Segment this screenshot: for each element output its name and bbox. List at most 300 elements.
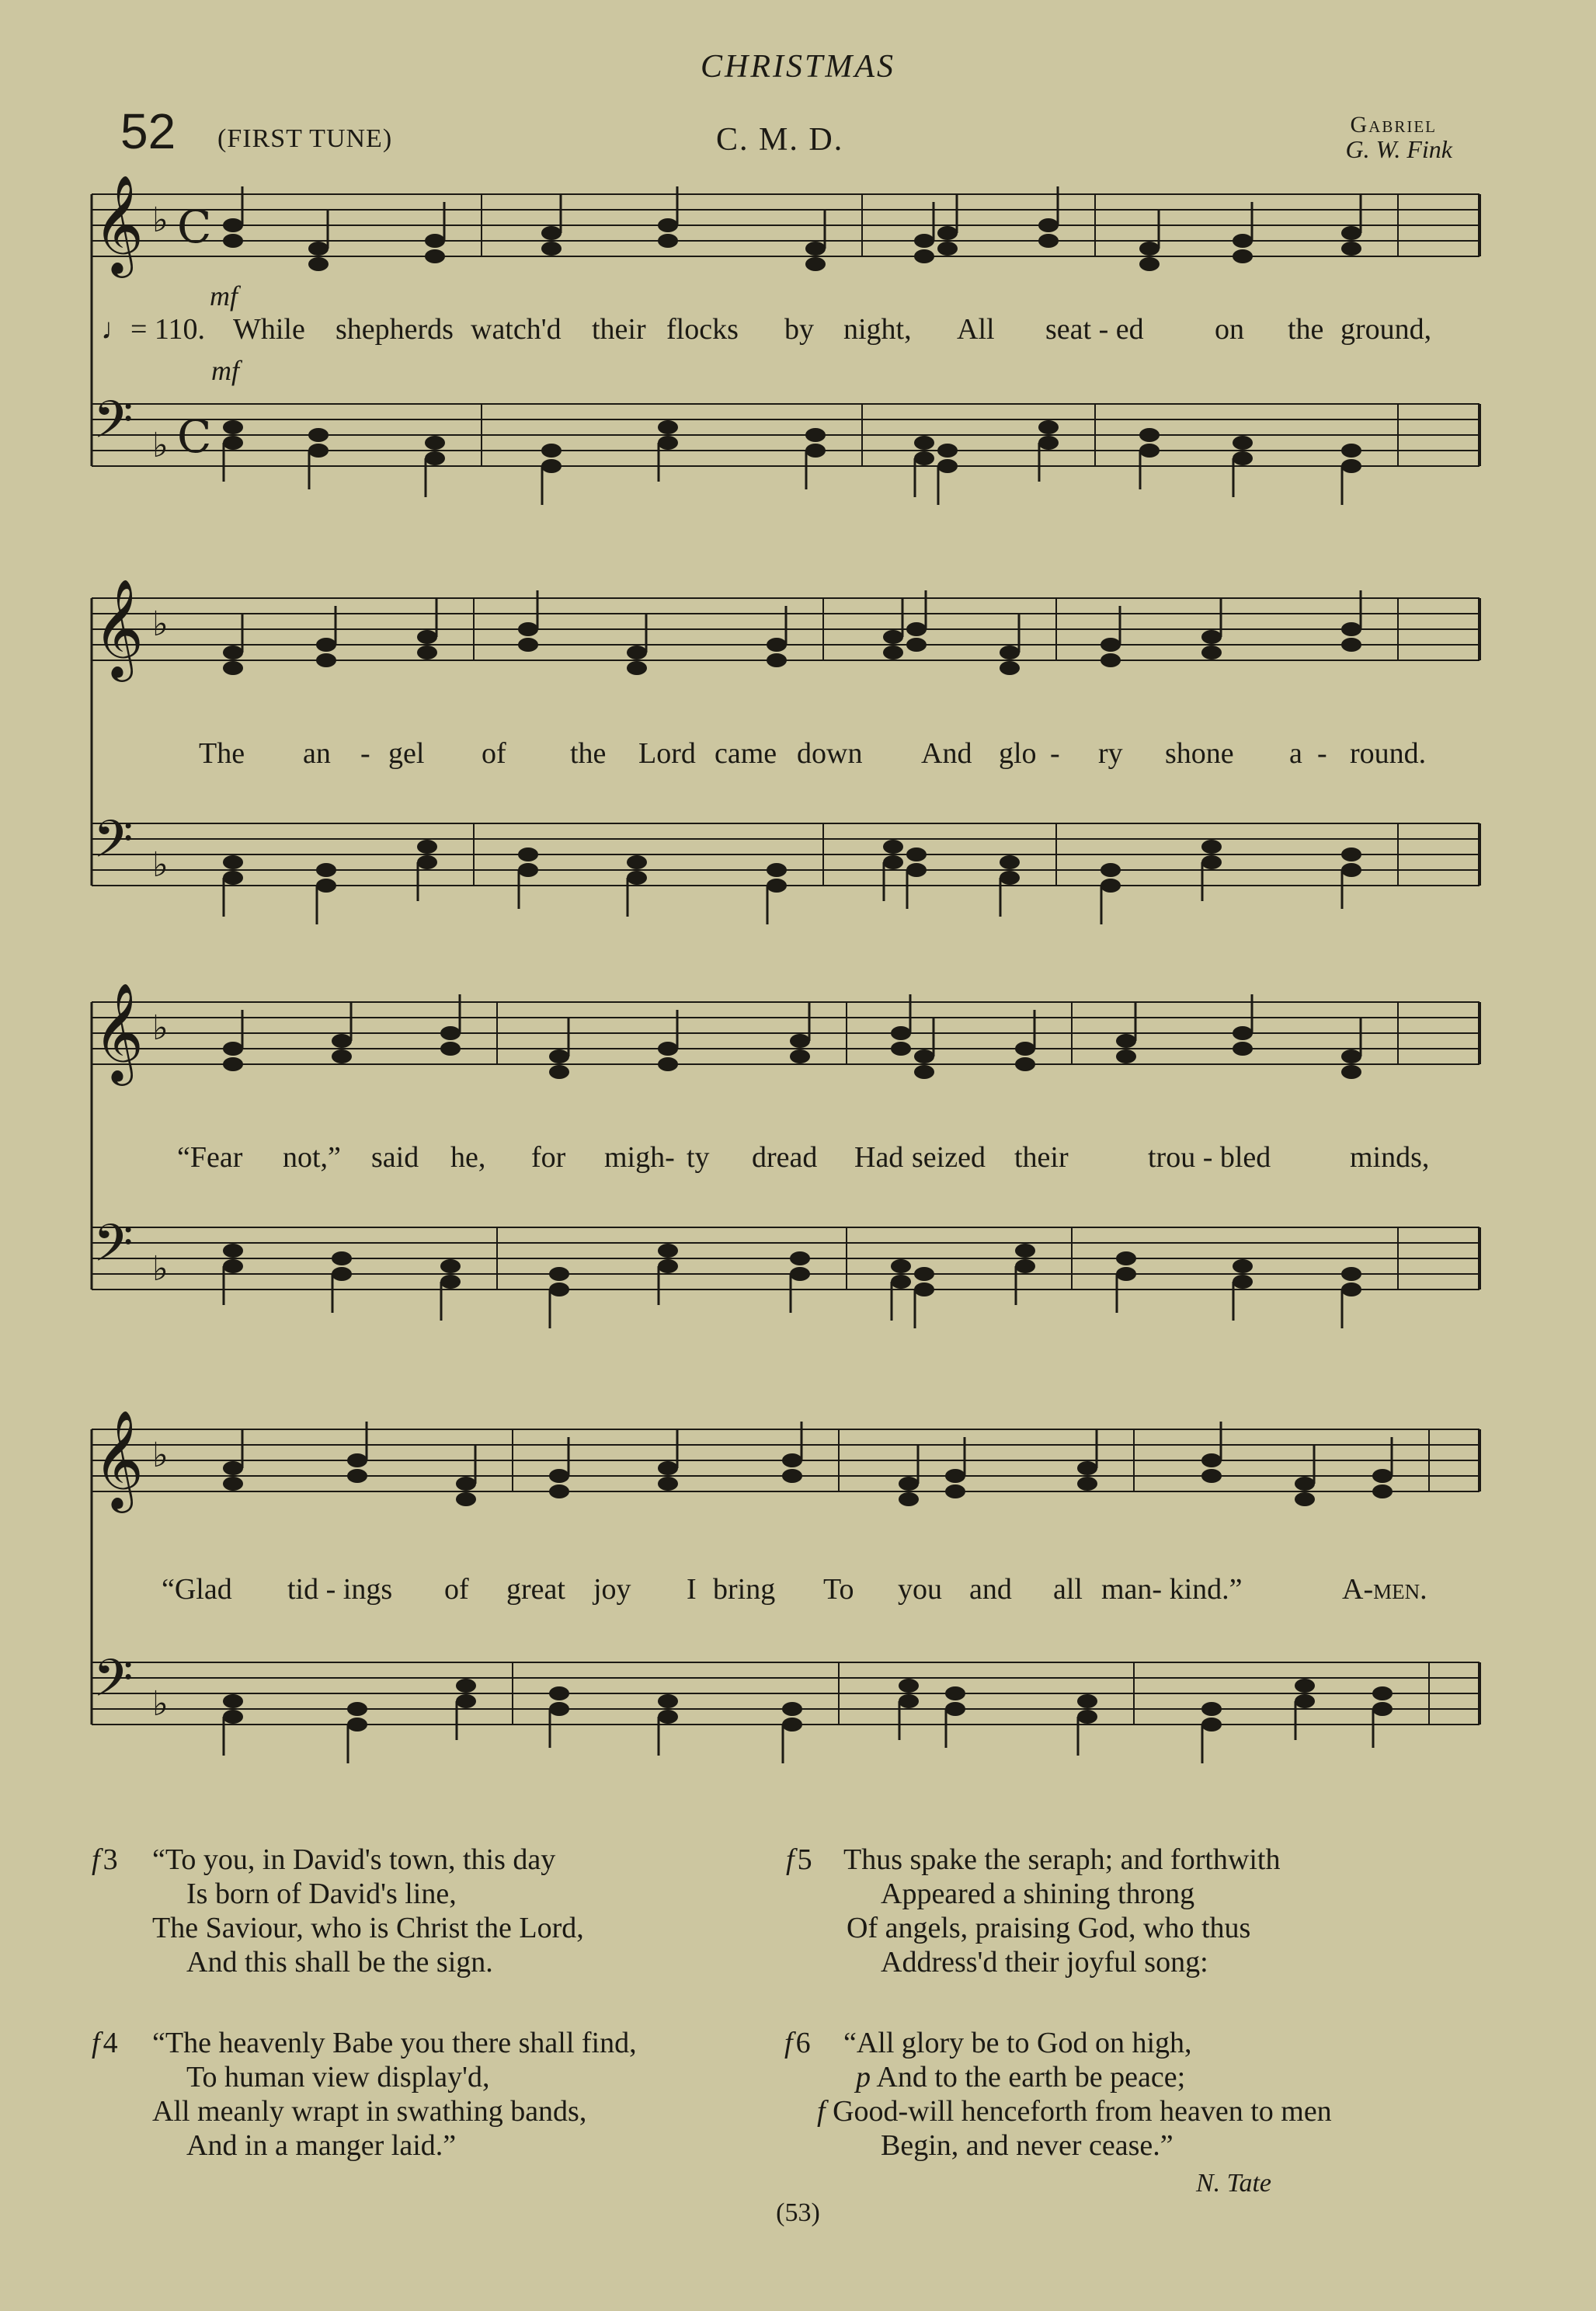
- note-head: [308, 242, 329, 256]
- note-head: [223, 1694, 243, 1708]
- verse-line: Of angels, praising God, who thus: [847, 1912, 1251, 1944]
- note-head: [914, 1267, 934, 1281]
- note-head: [658, 1694, 678, 1708]
- note-head: [906, 622, 927, 636]
- note-head: [627, 871, 647, 885]
- note-head: [541, 459, 562, 473]
- note-head: [782, 1702, 802, 1716]
- note-head: [1101, 638, 1121, 652]
- note-head: [1116, 1034, 1136, 1048]
- key-signature-flat: ♭: [152, 1436, 169, 1475]
- note-head: [541, 242, 562, 256]
- lyric: on: [1215, 313, 1244, 346]
- lyric: seat - ed: [1045, 313, 1144, 346]
- note-head: [883, 630, 903, 644]
- note-head: [223, 1057, 243, 1071]
- note-head: [549, 1484, 569, 1498]
- note-head: [627, 661, 647, 675]
- verse-line: And this shall be the sign.: [186, 1946, 493, 1979]
- lyric: minds,: [1350, 1141, 1430, 1174]
- note-head: [1341, 1049, 1361, 1063]
- treble-clef: 𝄞: [93, 982, 144, 1081]
- note-head: [417, 630, 437, 644]
- note-head: [549, 1469, 569, 1483]
- note-head: [805, 242, 826, 256]
- note-head: [1341, 1283, 1361, 1296]
- note-head: [440, 1026, 461, 1040]
- note-head: [906, 638, 927, 652]
- note-head: [658, 1042, 678, 1056]
- verse-line: The Saviour, who is Christ the Lord,: [152, 1912, 584, 1944]
- note-head: [1201, 1453, 1222, 1467]
- note-head: [223, 855, 243, 869]
- note-head: [627, 646, 647, 660]
- lyric: not,”: [283, 1141, 341, 1174]
- lyric: gel: [388, 737, 425, 770]
- note-head: [316, 863, 336, 877]
- note-head: [782, 1718, 802, 1732]
- note-head: [1000, 646, 1020, 660]
- note-head: [347, 1453, 367, 1467]
- note-head: [1116, 1251, 1136, 1265]
- lyric: And: [921, 737, 972, 770]
- lyric: migh-: [604, 1141, 675, 1174]
- note-head: [223, 1710, 243, 1724]
- verse-dynamic: f: [784, 2027, 793, 2059]
- verse-line: To human view display'd,: [186, 2061, 490, 2093]
- lyric: their: [592, 313, 646, 346]
- note-head: [425, 451, 445, 465]
- lyric: of: [482, 737, 506, 770]
- note-head: [440, 1259, 461, 1273]
- note-head: [332, 1251, 352, 1265]
- note-head: [883, 855, 903, 869]
- lyric: flocks: [666, 313, 739, 346]
- lyric: seized: [912, 1141, 986, 1174]
- note-head: [549, 1267, 569, 1281]
- note-head: [425, 436, 445, 450]
- note-head: [1000, 855, 1020, 869]
- lyric: man- kind.”: [1101, 1573, 1243, 1606]
- verse-line: Address'd their joyful song:: [881, 1946, 1208, 1979]
- verse-line: And in a manger laid.”: [186, 2129, 457, 2162]
- time-signature: C: [177, 200, 212, 253]
- verse-line: Is born of David's line,: [186, 1878, 457, 1910]
- verse-number: [92, 1843, 118, 1877]
- note-head: [1101, 653, 1121, 667]
- note-head: [1233, 234, 1253, 248]
- note-head: [914, 234, 934, 248]
- lyric: The: [199, 737, 245, 770]
- note-head: [1000, 661, 1020, 675]
- note-head: [1201, 1702, 1222, 1716]
- note-head: [1038, 234, 1059, 248]
- line-dynamic: f: [817, 2095, 826, 2128]
- key-signature-flat: ♭: [152, 1008, 169, 1048]
- note-head: [518, 863, 538, 877]
- note-head: [549, 1702, 569, 1716]
- lyric: bring: [713, 1573, 776, 1606]
- dynamic-mf-treble: mf: [210, 280, 238, 311]
- note-head: [223, 1461, 243, 1475]
- key-signature-flat: ♭: [152, 1249, 169, 1289]
- note-head: [782, 1453, 802, 1467]
- lyric: “Glad: [162, 1573, 232, 1606]
- note-head: [549, 1686, 569, 1700]
- note-head: [883, 840, 903, 854]
- lyric: round.: [1350, 737, 1427, 770]
- note-head: [945, 1686, 965, 1700]
- note-head: [1201, 855, 1222, 869]
- note-head: [767, 879, 787, 893]
- note-head: [1038, 436, 1059, 450]
- note-head: [417, 855, 437, 869]
- note-head: [1015, 1057, 1035, 1071]
- note-head: [1341, 1065, 1361, 1079]
- note-head: [914, 436, 934, 450]
- note-head: [805, 444, 826, 458]
- note-head: [456, 1694, 476, 1708]
- note-head: [1233, 451, 1253, 465]
- note-head: [945, 1469, 965, 1483]
- amen-lyric: A-men.: [1342, 1573, 1427, 1606]
- note-head: [937, 459, 958, 473]
- note-head: [658, 420, 678, 434]
- bass-clef: 𝄢: [93, 1213, 134, 1286]
- lyric: he,: [450, 1141, 486, 1174]
- lyric: the: [1288, 313, 1324, 346]
- lyric: of: [444, 1573, 469, 1606]
- verse-line: Appeared a shining throng: [881, 1878, 1195, 1910]
- verse-number: [786, 1843, 812, 1877]
- note-head: [347, 1469, 367, 1483]
- lyric: While: [233, 313, 305, 346]
- note-head: [549, 1049, 569, 1063]
- note-head: [790, 1251, 810, 1265]
- verse-line: “All glory be to God on high,: [843, 2027, 1192, 2059]
- verse-number-text: 6: [795, 2027, 811, 2059]
- lyric: dread: [752, 1141, 818, 1174]
- hymn-number: 52: [120, 103, 176, 159]
- note-head: [1101, 863, 1121, 877]
- dynamic-mf-bass: mf: [211, 355, 239, 386]
- note-head: [1341, 459, 1361, 473]
- note-head: [316, 638, 336, 652]
- note-head: [1116, 1049, 1136, 1063]
- page-number: (53): [776, 2198, 820, 2227]
- note-head: [1233, 1026, 1253, 1040]
- note-head: [1233, 436, 1253, 450]
- tune-name-text: Gabriel: [1350, 112, 1437, 137]
- note-head: [914, 1065, 934, 1079]
- lyric: joy: [593, 1573, 631, 1606]
- note-head: [1201, 1469, 1222, 1483]
- lyric: ground,: [1340, 313, 1432, 346]
- note-head: [223, 646, 243, 660]
- note-head: [1372, 1484, 1393, 1498]
- note-head: [1341, 863, 1361, 877]
- note-head: [790, 1267, 810, 1281]
- note-head: [945, 1484, 965, 1498]
- note-head: [425, 234, 445, 248]
- note-head: [223, 871, 243, 885]
- verse-line: [856, 2060, 1185, 2094]
- note-head: [1233, 1042, 1253, 1056]
- note-head: [1372, 1469, 1393, 1483]
- lyric: and: [969, 1573, 1012, 1606]
- note-head: [891, 1259, 911, 1273]
- note-head: [627, 855, 647, 869]
- lyric: -: [1050, 737, 1060, 770]
- note-head: [899, 1492, 919, 1506]
- lyric: trou - bled: [1148, 1141, 1271, 1174]
- time-signature: C: [177, 410, 212, 463]
- lyric: down: [797, 737, 863, 770]
- treble-clef: 𝄞: [93, 578, 144, 677]
- note-head: [1038, 218, 1059, 232]
- lyric: Had: [854, 1141, 904, 1174]
- verse-line: All meanly wrapt in swathing bands,: [152, 2095, 587, 2128]
- note-head: [658, 1477, 678, 1491]
- verse-line: “To you, in David's town, this day: [152, 1843, 556, 1876]
- note-head: [914, 1283, 934, 1296]
- verse-dynamic: f: [92, 1843, 100, 1876]
- note-head: [1139, 444, 1160, 458]
- note-head: [440, 1275, 461, 1289]
- lyric: the: [570, 737, 607, 770]
- note-head: [1341, 444, 1361, 458]
- note-head: [937, 242, 958, 256]
- note-head: [1295, 1492, 1315, 1506]
- note-head: [332, 1034, 352, 1048]
- verse-number-text: 5: [797, 1843, 812, 1876]
- note-head: [1077, 1477, 1097, 1491]
- note-head: [914, 451, 934, 465]
- note-head: [899, 1694, 919, 1708]
- note-head: [782, 1469, 802, 1483]
- note-head: [347, 1702, 367, 1716]
- lyric: I: [687, 1573, 697, 1606]
- lyric: -: [360, 737, 370, 770]
- bass-clef: 𝄢: [93, 390, 134, 462]
- note-head: [223, 234, 243, 248]
- note-head: [518, 847, 538, 861]
- lyric: an: [303, 737, 331, 770]
- lyric: great: [506, 1573, 565, 1606]
- note-head: [891, 1275, 911, 1289]
- tune-label: (FIRST TUNE): [217, 124, 393, 153]
- key-signature-flat: ♭: [152, 845, 169, 885]
- note-head: [658, 1057, 678, 1071]
- note-head: [767, 638, 787, 652]
- note-head: [899, 1477, 919, 1491]
- key-signature-flat: ♭: [152, 1684, 169, 1724]
- note-head: [767, 653, 787, 667]
- note-head: [1015, 1042, 1035, 1056]
- note-head: [1139, 257, 1160, 271]
- lyric: you: [898, 1573, 942, 1606]
- note-head: [541, 444, 562, 458]
- note-head: [899, 1679, 919, 1693]
- note-head: [658, 234, 678, 248]
- lyric: all: [1053, 1573, 1083, 1606]
- note-head: [308, 257, 329, 271]
- note-head: [1077, 1694, 1097, 1708]
- note-head: [456, 1492, 476, 1506]
- note-head: [332, 1049, 352, 1063]
- note-head: [1139, 242, 1160, 256]
- lyric: a: [1289, 737, 1302, 770]
- note-head: [891, 1026, 911, 1040]
- note-head: [223, 1244, 243, 1258]
- verse-line-text: Good-will henceforth from heaven to men: [833, 2095, 1332, 2128]
- note-head: [456, 1477, 476, 1491]
- note-head: [347, 1718, 367, 1732]
- note-head: [223, 420, 243, 434]
- note-head: [658, 1244, 678, 1258]
- key-signature-flat: ♭: [152, 200, 169, 240]
- lyric: by: [784, 313, 814, 346]
- note-head: [658, 1461, 678, 1475]
- lyric: “Fear: [177, 1141, 243, 1174]
- note-head: [937, 226, 958, 240]
- verse-number-text: 3: [103, 1843, 118, 1876]
- lyric: -: [1317, 737, 1327, 770]
- lyric: their: [1014, 1141, 1069, 1174]
- note-head: [223, 436, 243, 450]
- bass-clef: 𝄢: [93, 809, 134, 882]
- note-head: [417, 840, 437, 854]
- note-head: [658, 1710, 678, 1724]
- note-head: [1015, 1259, 1035, 1273]
- author: N. Tate: [1196, 2169, 1272, 2198]
- note-head: [891, 1042, 911, 1056]
- note-head: [1341, 226, 1361, 240]
- note-head: [1295, 1477, 1315, 1491]
- verse-line: “The heavenly Babe you there shall find,: [152, 2027, 637, 2059]
- lyric: for: [531, 1141, 566, 1174]
- note-head: [1341, 622, 1361, 636]
- meter: C. M. D.: [716, 122, 844, 158]
- tempo-marking: ♩= 110.: [101, 313, 206, 346]
- note-head: [1139, 428, 1160, 442]
- verse-line: Thus spake the seraph; and forthwith: [843, 1843, 1281, 1876]
- note-head: [456, 1679, 476, 1693]
- verse-number-text: 4: [103, 2027, 118, 2059]
- note-head: [541, 226, 562, 240]
- lyric: To: [823, 1573, 854, 1606]
- note-head: [658, 218, 678, 232]
- lyric: ty: [687, 1141, 710, 1174]
- note-head: [1015, 1244, 1035, 1258]
- note-head: [1000, 871, 1020, 885]
- note-head: [883, 646, 903, 660]
- note-head: [1341, 242, 1361, 256]
- note-head: [914, 1049, 934, 1063]
- note-head: [945, 1702, 965, 1716]
- bass-clef: 𝄢: [93, 1648, 134, 1721]
- note-head: [223, 1259, 243, 1273]
- note-head: [518, 638, 538, 652]
- lyric: came: [715, 737, 777, 770]
- note-head: [1233, 249, 1253, 263]
- note-head: [1201, 630, 1222, 644]
- note-head: [906, 847, 927, 861]
- note-head: [1101, 879, 1121, 893]
- note-head: [1233, 1259, 1253, 1273]
- note-head: [425, 249, 445, 263]
- composer: G. W. Fink: [1345, 135, 1452, 163]
- treble-clef: 𝄞: [93, 174, 144, 273]
- note-head: [1233, 1275, 1253, 1289]
- lyric: glo: [999, 737, 1037, 770]
- verse-dynamic: f: [786, 1843, 795, 1876]
- note-head: [440, 1042, 461, 1056]
- note-head: [1341, 638, 1361, 652]
- note-head: [308, 428, 329, 442]
- verse-line-text: And to the earth be peace;: [876, 2061, 1186, 2093]
- note-head: [790, 1034, 810, 1048]
- lyric: said: [371, 1141, 419, 1174]
- note-head: [316, 879, 336, 893]
- verse-line: Begin, and never cease.”: [881, 2129, 1174, 2162]
- note-head: [1077, 1461, 1097, 1475]
- note-head: [1372, 1702, 1393, 1716]
- note-head: [1341, 847, 1361, 861]
- note-head: [549, 1065, 569, 1079]
- note-head: [223, 218, 243, 232]
- note-head: [1201, 646, 1222, 660]
- note-head: [1341, 1267, 1361, 1281]
- lyric: ry: [1098, 737, 1123, 770]
- note-head: [658, 1259, 678, 1273]
- note-head: [1077, 1710, 1097, 1724]
- note-head: [417, 646, 437, 660]
- note-head: [805, 428, 826, 442]
- key-signature-flat: ♭: [152, 426, 169, 465]
- treble-clef: 𝄞: [93, 1409, 144, 1509]
- note-head: [790, 1049, 810, 1063]
- note-head: [1116, 1267, 1136, 1281]
- lyric: All: [957, 313, 995, 346]
- note-head: [518, 622, 538, 636]
- note-head: [549, 1283, 569, 1296]
- note-head: [805, 257, 826, 271]
- note-head: [223, 1042, 243, 1056]
- lyric: watch'd: [471, 313, 562, 346]
- verse-line: [817, 2094, 1332, 2128]
- note-head: [1372, 1686, 1393, 1700]
- section-title: CHRISTMAS: [701, 49, 895, 85]
- lyric: shone: [1165, 737, 1234, 770]
- lyric: tid - ings: [287, 1573, 393, 1606]
- note-head: [1038, 420, 1059, 434]
- note-head: [1295, 1679, 1315, 1693]
- lyric: Lord: [638, 737, 696, 770]
- note-head: [906, 863, 927, 877]
- verse-dynamic: f: [92, 2027, 100, 2059]
- line-dynamic: p: [856, 2061, 871, 2093]
- note-head: [914, 249, 934, 263]
- note-head: [767, 863, 787, 877]
- note-head: [223, 1477, 243, 1491]
- note-head: [1295, 1694, 1315, 1708]
- lyric: shepherds: [336, 313, 454, 346]
- note-head: [1201, 840, 1222, 854]
- note-head: [937, 444, 958, 458]
- note-head: [1201, 1718, 1222, 1732]
- note-head: [316, 653, 336, 667]
